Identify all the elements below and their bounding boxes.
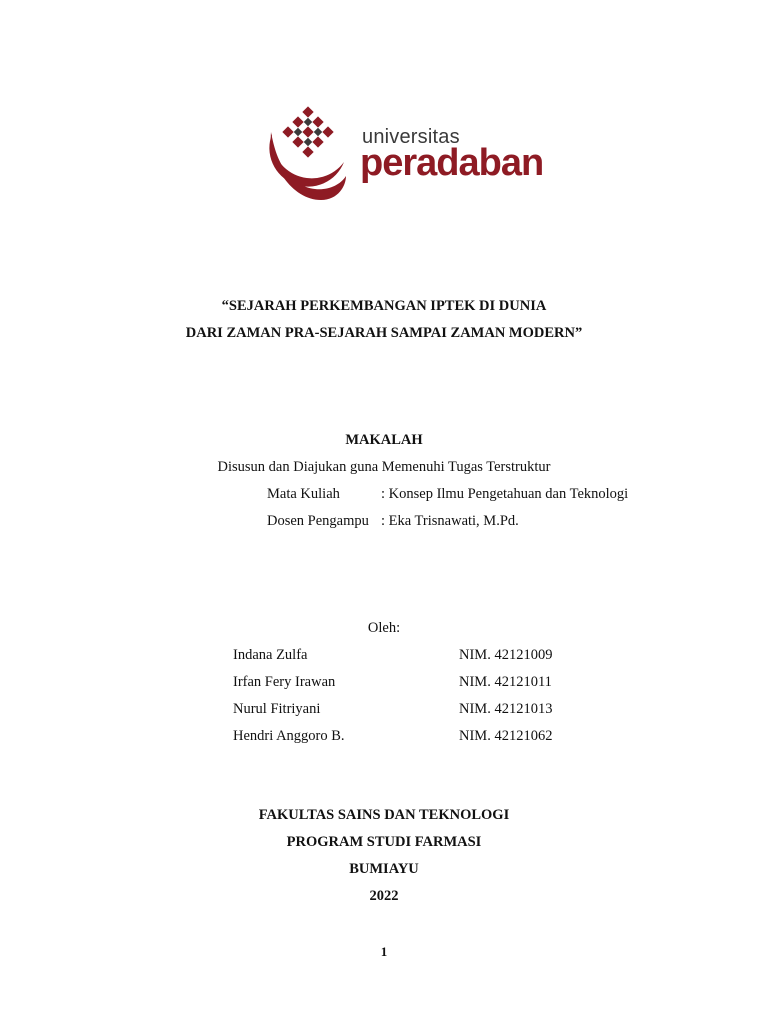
author-nim: NIM. 42121011 (459, 674, 552, 690)
program-name: PROGRAM STUDI FARMASI (286, 834, 482, 850)
page-number: 1 (380, 944, 388, 959)
course-label: Mata Kuliah (267, 486, 340, 502)
author-name: Nurul Fitriyani (233, 701, 321, 717)
logo-emblem-icon (266, 104, 356, 204)
document-type: MAKALAH (345, 432, 423, 448)
author-name: Hendri Anggoro B. (233, 728, 345, 744)
course-value: : Konsep Ilmu Pengetahuan dan Teknologi (381, 486, 629, 502)
faculty-name: FAKULTAS SAINS DAN TEKNOLOGI (258, 807, 510, 823)
university-logo (266, 104, 544, 204)
by-label: Oleh: (367, 620, 401, 636)
title-line-2: DARI ZAMAN PRA-SEJARAH SAMPAI ZAMAN MODERN” (185, 325, 583, 341)
author-name: Irfan Fery Irawan (233, 674, 336, 690)
author-nim: NIM. 42121009 (459, 647, 553, 663)
lecturer-value: : Eka Trisnawati, M.Pd. (381, 513, 519, 529)
lecturer-label: Dosen Pengampu (267, 513, 369, 529)
author-name: Indana Zulfa (233, 647, 308, 663)
purpose-text: Disusun dan Diajukan guna Memenuhi Tugas Terstruktur (217, 459, 551, 475)
author-nim: NIM. 42121062 (459, 728, 553, 744)
city-name: BUMIAYU (349, 861, 419, 877)
logo-text-peradaban: peradaban (360, 142, 544, 184)
logo-text-universitas: universitas (362, 126, 460, 148)
year: 2022 (369, 888, 399, 904)
author-nim: NIM. 42121013 (459, 701, 553, 717)
title-line-1: “SEJARAH PERKEMBANGAN IPTEK DI DUNIA (221, 298, 547, 314)
